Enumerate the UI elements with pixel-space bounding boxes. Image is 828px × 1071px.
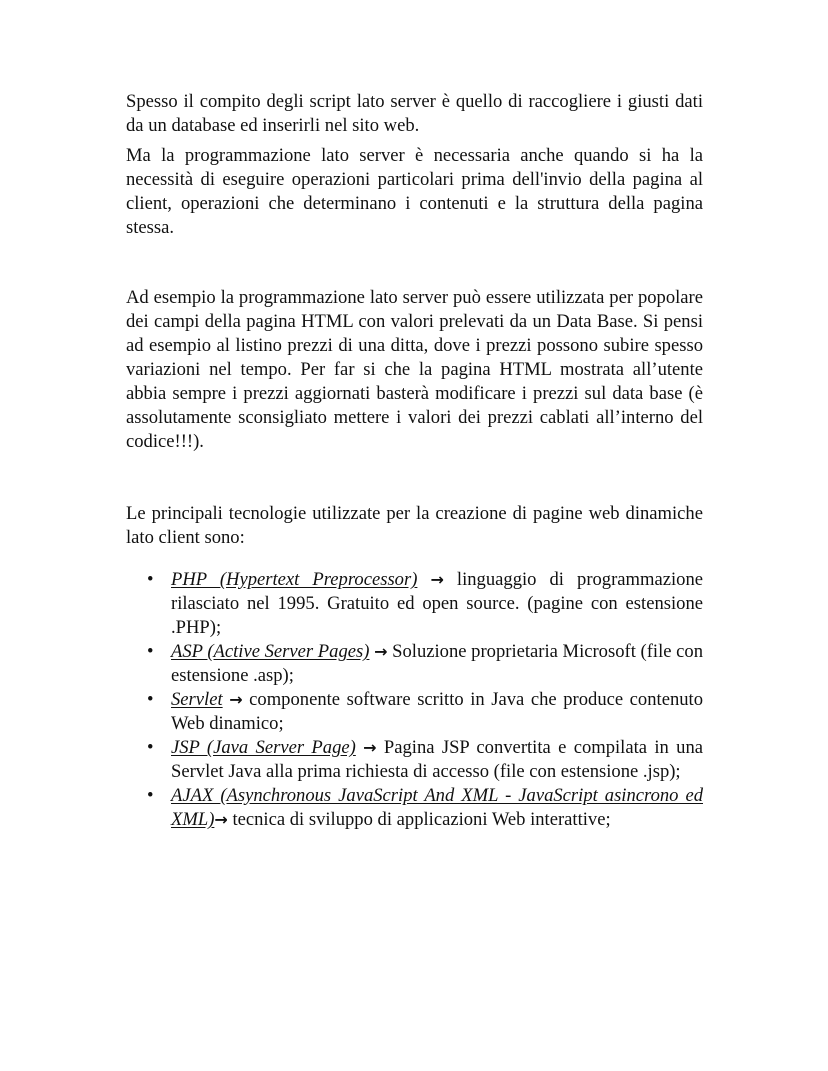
- list-item-asp: [147, 640, 703, 688]
- list-item-php: [147, 568, 703, 640]
- asp-description: Soluzione proprietaria Microsoft (file con estensione .asp);: [171, 641, 703, 686]
- ajax-link[interactable]: AJAX (Asynchronous JavaScript And XML - JavaScript asincrono ed XML): [171, 785, 703, 830]
- arrow-right-icon: →: [229, 690, 243, 709]
- servlet-link[interactable]: Servlet: [171, 689, 223, 710]
- asp-link[interactable]: ASP (Active Server Pages): [171, 641, 370, 662]
- list-item-servlet: [147, 688, 704, 736]
- bullet-icon: •: [147, 785, 154, 806]
- list-item-jsp: [147, 736, 703, 784]
- arrow-right-icon: →: [214, 810, 228, 829]
- document-page: [126, 90, 703, 832]
- php-link[interactable]: PHP (Hypertext Preprocessor): [171, 569, 418, 590]
- example-paragraph: Ad esempio la programmazione lato server può essere utilizzata per popolare dei campi della pagina HTML con valori prelevati da un Data Base. Si pensi ad esempio al listino prezzi di una ditta, dove i prezzi possono subire spesso variazioni nel tempo. Per far si che la pagina HTML mostrata all’utente abbia sempre i prezzi aggiornati basterà modificare i prezzi sul data base (è assolutamente sconsigliato mettere i valori dei prezzi cablati all’interno del codice!!!).: [126, 287, 703, 452]
- arrow-right-icon: →: [363, 738, 377, 757]
- bullet-icon: •: [147, 569, 154, 590]
- server-programming-paragraph: Ma la programmazione lato server è necessaria anche quando si ha la necessità di eseguire operazioni particolari prima dell'invio della pagina al client, operazioni che determinano i contenuti e la struttura della pagina stessa.: [126, 145, 703, 238]
- bullet-icon: •: [147, 641, 154, 662]
- bullet-icon: •: [147, 737, 154, 758]
- servlet-description: componente software scritto in Java che produce contenuto Web dinamico;: [171, 689, 704, 734]
- ajax-description: tecnica di sviluppo di applicazioni Web interattive;: [227, 809, 611, 830]
- technologies-intro-paragraph: Le principali tecnologie utilizzate per la creazione di pagine web dinamiche lato client sono:: [126, 503, 703, 548]
- php-description: linguaggio di programmazione rilasciato nel 1995. Gratuito ed open source. (pagine con estensione .PHP);: [171, 569, 703, 638]
- arrow-right-icon: →: [430, 570, 444, 589]
- jsp-description: Pagina JSP convertita e compilata in una Servlet Java alla prima richiesta di accesso (file con estensione .jsp);: [171, 737, 703, 782]
- list-item-ajax: [147, 784, 703, 832]
- jsp-link[interactable]: JSP (Java Server Page): [171, 737, 356, 758]
- intro-paragraph: Spesso il compito degli script lato server è quello di raccogliere i giusti dati da un database ed inserirli nel sito web.: [126, 91, 703, 136]
- technologies-list: [126, 568, 703, 832]
- arrow-right-icon: →: [374, 642, 388, 661]
- bullet-icon: •: [147, 689, 154, 710]
